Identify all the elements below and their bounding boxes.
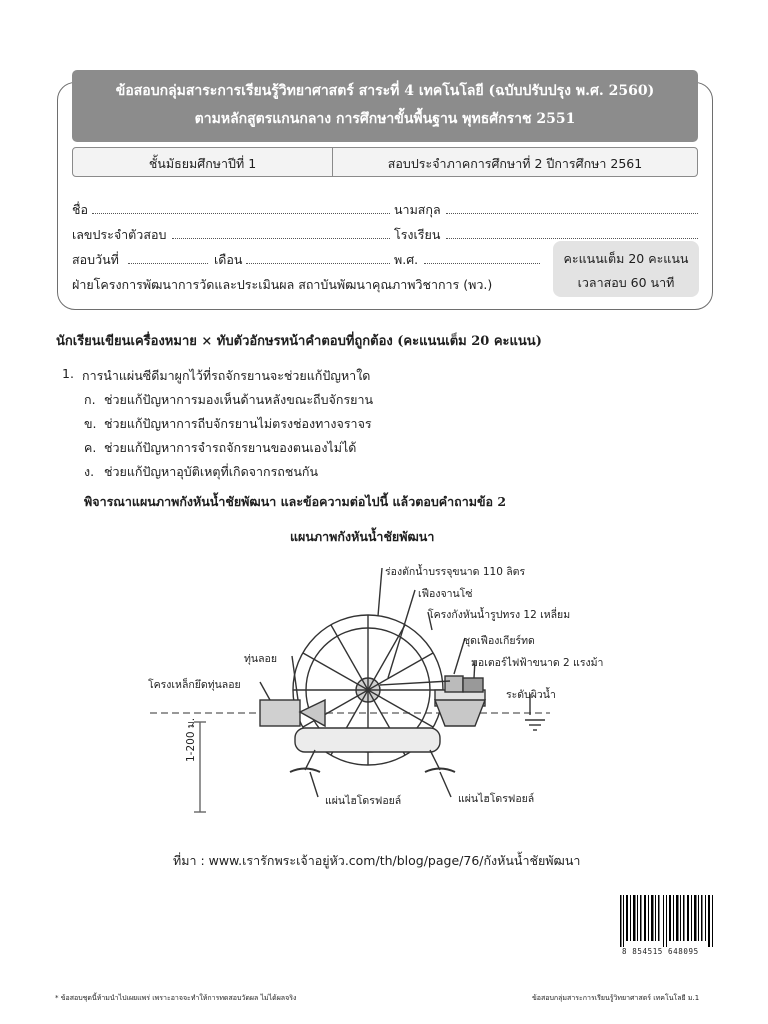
- instruction-text: นักเรียนเขียนเครื่องหมาย × ทับตัวอักษรหน้าคำตอบที่ถูกต้อง (คะแนนเต็ม 20 คะแนน): [56, 334, 542, 349]
- label-gear: ชุดเฟืองเกียร์ทด: [463, 635, 535, 647]
- left-buoy: [260, 700, 300, 726]
- label-buoy-frame: โครงเหล็กยึดทุ่นลอย: [148, 679, 241, 691]
- month-label: เดือน: [214, 252, 243, 267]
- diagram-source: ที่มา : www.เรารักพระเจ้าอยู่หัว.com/th/blog/page/76/กังหันน้ำชัยพัฒนา: [173, 853, 581, 868]
- choice-text: ช่วยแก้ปัญหาการมองเห็นด้านหลังขณะถีบจักรยาน: [104, 392, 374, 407]
- footer-left: * ข้อสอบชุดนี้ห้ามนำไปเผยแพร่ เพราะอาจจะทำให้การทดสอบวัดผล ไม่ได้ผลจริง: [55, 994, 297, 1002]
- gear-box: [445, 676, 463, 692]
- barcode-number: 8 854515 648095: [622, 947, 699, 956]
- choice-text: ช่วยแก้ปัญหาอุบัติเหตุที่เกิดจากรถชนกัน: [104, 464, 319, 479]
- grade-label: ชั้นมัธยมศึกษาปีที่ 1: [148, 156, 257, 171]
- motor: [463, 678, 483, 692]
- full-score: คะแนนเต็ม 20 คะแนน: [563, 251, 689, 266]
- school-field[interactable]: [446, 238, 698, 239]
- label-motor: มอเตอร์ไฟฟ้าขนาด 2 แรงม้า: [471, 657, 604, 669]
- exam-info-row: [72, 147, 698, 177]
- organizer-text: ฝ่ายโครงการพัฒนาการวัดและประเมินผล สถาบันพัฒนาคุณภาพวิชาการ (พว.): [72, 277, 493, 292]
- choice-key[interactable]: ค.: [84, 440, 97, 455]
- choice-text: ช่วยแก้ปัญหาการถีบจักรยานไม่ตรงช่องทางจราจร: [104, 416, 372, 431]
- barcode: [618, 895, 718, 951]
- footer-right: ข้อสอบกลุ่มสาระการเรียนรู้วิทยาศาสตร์ เทคโนโลยี ม.1: [532, 994, 700, 1002]
- student-id-label: เลขประจำตัวสอบ: [72, 227, 167, 242]
- question-text: การนำแผ่นซีดีมาผูกไว้ที่รถจักรยานจะช่วยแก้ปัญหาใด: [82, 368, 371, 383]
- choice-key[interactable]: ง.: [84, 464, 95, 479]
- exam-title-line1: ข้อสอบกลุ่มสาระการเรียนรู้วิทยาศาสตร์ สาระที่ 4 เทคโนโลยี (ฉบับปรับปรุง พ.ศ. 2560): [115, 83, 655, 99]
- year-field[interactable]: [424, 263, 540, 264]
- label-foil-left: แผ่นไฮโดรฟอยล์: [325, 795, 402, 807]
- name-field[interactable]: [92, 213, 390, 214]
- choice-key[interactable]: ข.: [84, 416, 97, 431]
- surname-field[interactable]: [446, 213, 698, 214]
- question2-intro: พิจารณาแผนภาพกังหันน้ำชัยพัฒนา และข้อความต่อไปนี้ แล้วตอบคำถามข้อ 2: [84, 494, 507, 509]
- label-buoy: ทุ่นลอย: [244, 653, 277, 665]
- score-box: [553, 241, 699, 297]
- exam-title-line2: ตามหลักสูตรแกนกลาง การศึกษาขั้นพื้นฐาน พุทธศักราช 2551: [194, 111, 576, 127]
- date-label: สอบวันที่: [72, 252, 119, 267]
- pontoon: [295, 728, 440, 752]
- question-number: 1.: [62, 366, 74, 381]
- month-field[interactable]: [246, 263, 390, 264]
- label-depth: 1-200 ม.: [185, 717, 197, 762]
- name-label: ชื่อ: [72, 202, 88, 217]
- exam-term-label: สอบประจำภาคการศึกษาที่ 2 ปีการศึกษา 2561: [387, 156, 643, 171]
- choice-text: ช่วยแก้ปัญหาการจำรถจักรยานของตนเองไม่ได้: [104, 440, 357, 455]
- choice-key[interactable]: ก.: [84, 392, 96, 407]
- school-label: โรงเรียน: [394, 227, 441, 242]
- label-water-level: ระดับผิวน้ำ: [506, 689, 556, 701]
- label-foil-right: แผ่นไฮโดรฟอยล์: [458, 793, 535, 805]
- year-label: พ.ศ.: [394, 252, 419, 267]
- diagram-title: แผนภาพกังหันน้ำชัยพัฒนา: [290, 529, 435, 544]
- exam-time: เวลาสอบ 60 นาที: [577, 275, 675, 290]
- label-frame: โครงกังหันน้ำรูปทรง 12 เหลี่ยม: [428, 609, 571, 621]
- date-field[interactable]: [128, 263, 208, 264]
- student-id-field[interactable]: [172, 238, 390, 239]
- label-bucket: ร่องตักน้ำบรรจุขนาด 110 ลิตร: [385, 566, 526, 578]
- surname-label: นามสกุล: [394, 202, 441, 217]
- label-sprocket: เฟืองจานโซ่: [418, 588, 473, 600]
- exam-title-box: [72, 70, 698, 142]
